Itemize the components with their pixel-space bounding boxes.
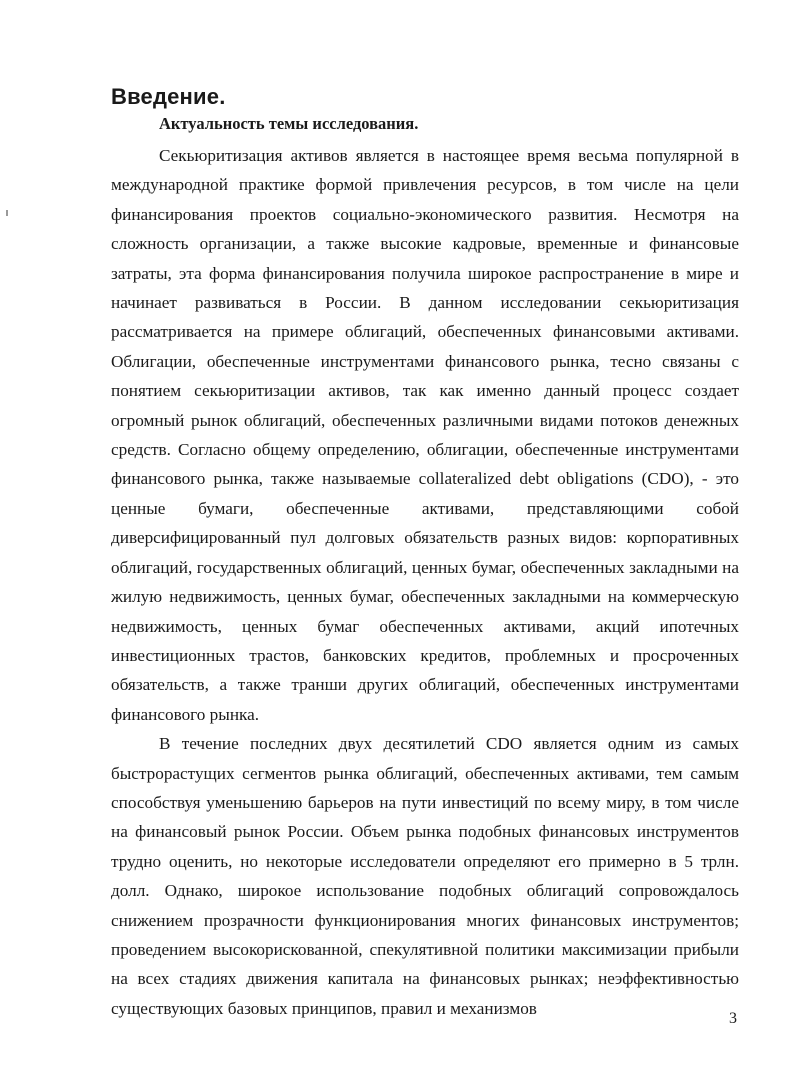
body-text bbox=[111, 141, 739, 1023]
paragraph: Секьюритизация активов является в настоящее время весьма популярной в международной практике формой привлечения ресурсов, в том числе на цели финансирования проектов социально-экономического развития. Несмотря на сложность организации, а также высокие кадровые, временные и финансовые затраты, эта форма финансирования получила широкое распространение в мире и начинает развиваться в России. В данном исследовании секьюритизация рассматривается на примере облигаций, обеспеченных финансовыми активами. Облигации, обеспеченные инструментами финансового рынка, тесно связаны с понятием секьюритизации активов, так как именно данный процесс создает огромный рынок облигаций, обеспеченных различными видами потоков денежных средств. Согласно общему определению, облигации, обеспеченные инструментами финансового рынка, также называемые collateralized debt obligations (CDO), - это ценные бумаги, обеспеченные активами, представляющими собой диверсифицированный пул долговых обязательств разных видов: корпоративных облигаций, государственных облигаций, ценных бумаг, обеспеченных закладными на жилую недвижимость, ценных бумаг, обеспеченных закладными на коммерческую недвижимость, ценных бумаг обеспеченных активами, акций ипотечных инвестиционных трастов, банковских кредитов, проблемных и просроченных обязательств, а также транши других облигаций, обеспеченных инструментами финансового рынка. bbox=[111, 146, 739, 724]
page-heading: Введение. bbox=[111, 84, 226, 109]
paragraph: В течение последних двух десятилетий CDO является одним из самых быстрорастущих сегментов рынка облигаций, обеспеченных активами, тем самым способствуя уменьшению барьеров на пути инвестиций по всему миру, в том числе на финансовый рынок России. Объем рынка подобных финансовых инструментов трудно оценить, но некоторые исследователи определяют его примерно в 5 трлн. долл. Однако, широкое использование подобных облигаций сопровождалось снижением прозрачности функционирования многих финансовых инструментов; проведением высокорискованной, спекулятивной политики максимизации прибыли на всех стадиях движения капитала на финансовых рынках; неэффективностью существующих базовых принципов, правил и механизмов bbox=[111, 734, 739, 1018]
section-subheading: Актуальность темы исследования. bbox=[159, 114, 419, 133]
margin-mark bbox=[6, 210, 8, 216]
page-number: 3 bbox=[729, 1010, 737, 1027]
